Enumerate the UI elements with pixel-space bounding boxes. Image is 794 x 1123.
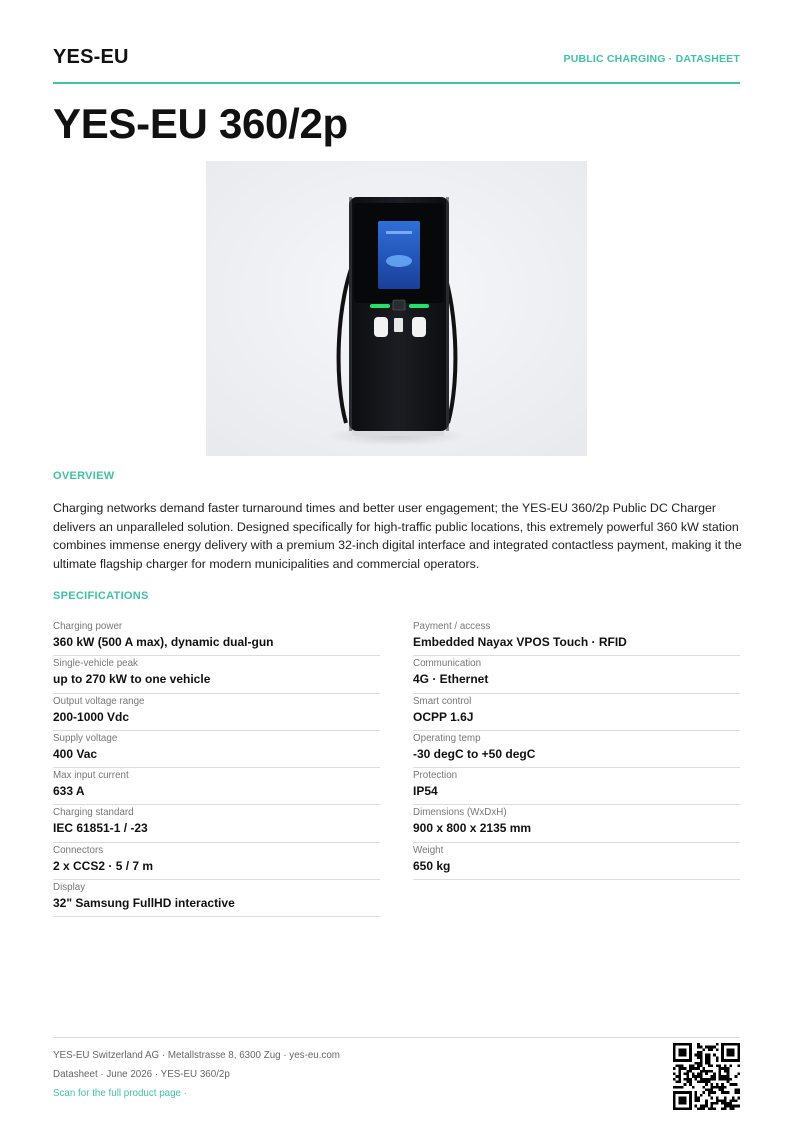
spec-row bbox=[53, 880, 380, 917]
spec-row bbox=[413, 805, 740, 842]
spec-label: Payment / access bbox=[413, 621, 491, 632]
spec-label: Weight bbox=[413, 844, 444, 856]
spec-row bbox=[413, 619, 740, 656]
spec-value: 400 Vac bbox=[53, 746, 98, 761]
spec-value: 4G · Ethernet bbox=[413, 672, 489, 687]
spec-label: Charging power bbox=[53, 621, 123, 632]
spec-value: 200-1000 Vdc bbox=[53, 709, 130, 724]
spec-row bbox=[53, 843, 380, 880]
footer-doc-info: Datasheet · June 2026 · YES-EU 360/2p bbox=[53, 1069, 230, 1080]
spec-label: Protection bbox=[413, 770, 458, 782]
spec-label: Single-vehicle peak bbox=[53, 658, 138, 670]
page-footer bbox=[53, 1037, 740, 1117]
spec-value: IP54 bbox=[413, 784, 438, 799]
overview-heading: OVERVIEW bbox=[53, 470, 115, 482]
specifications-heading: SPECIFICATIONS bbox=[53, 590, 149, 602]
spec-row bbox=[413, 843, 740, 880]
charger-product-photo bbox=[206, 161, 587, 456]
spec-value: Embedded Nayax VPOS Touch · RFID bbox=[413, 635, 627, 649]
spec-label: Charging standard bbox=[53, 807, 134, 819]
spec-column-right bbox=[413, 619, 740, 880]
qr-code-icon[interactable] bbox=[673, 1043, 740, 1110]
spec-row bbox=[53, 694, 380, 731]
footer-address: YES-EU Switzerland AG · Metallstrasse 8, 6300 Zug · yes-eu.com bbox=[53, 1050, 340, 1061]
overview-text: Charging networks demand faster turnaround times and better user engagement; the YES-EU 360/2p Public DC Charger delivers an unparalleled solution. Designed specifically for high-traffic public locations, this extremely powerful 360 kW station combines immense energy delivery with a premium 32-inch digital interface and integrated contactless payment, making it the ultimate flagship charger for modern municipalities and commercial operators. bbox=[53, 501, 742, 571]
spec-value: -30 degC to +50 degC bbox=[413, 746, 536, 761]
spec-column-left bbox=[53, 619, 380, 917]
brand-name: YES-EU bbox=[53, 46, 129, 68]
spec-row bbox=[413, 731, 740, 768]
spec-value: 900 x 800 x 2135 mm bbox=[413, 821, 532, 836]
spec-value: IEC 61851-1 / -23 bbox=[53, 821, 148, 836]
spec-row bbox=[53, 619, 380, 656]
spec-value: 650 kg bbox=[413, 858, 451, 873]
spec-row bbox=[413, 656, 740, 693]
spec-value: 633 A bbox=[53, 784, 85, 799]
spec-row bbox=[413, 768, 740, 805]
spec-label: Communication bbox=[413, 658, 482, 670]
spec-row bbox=[413, 694, 740, 731]
spec-label: Output voltage range bbox=[53, 695, 145, 707]
spec-value: 32" Samsung FullHD interactive bbox=[53, 896, 235, 911]
header-tag: PUBLIC CHARGING · DATASHEET bbox=[563, 53, 740, 65]
spec-row bbox=[53, 805, 380, 842]
page-header bbox=[53, 44, 740, 84]
spec-value: 2 x CCS2 · 5 / 7 m bbox=[53, 858, 154, 873]
spec-value: up to 270 kW to one vehicle bbox=[53, 672, 211, 687]
spec-row bbox=[53, 768, 380, 805]
spec-label: Dimensions (WxDxH) bbox=[413, 807, 507, 819]
spec-row bbox=[53, 656, 380, 693]
spec-label: Smart control bbox=[413, 695, 472, 707]
spec-row bbox=[53, 731, 380, 768]
page-title: YES-EU 360/2p bbox=[53, 100, 348, 147]
spec-value: OCPP 1.6J bbox=[413, 709, 474, 724]
spec-label: Connectors bbox=[53, 844, 104, 856]
spec-label: Supply voltage bbox=[53, 732, 118, 744]
spec-label: Max input current bbox=[53, 770, 129, 782]
footer-scan-link[interactable]: Scan for the full product page · bbox=[53, 1088, 187, 1099]
spec-label: Operating temp bbox=[413, 732, 481, 744]
spec-value: 360 kW (500 A max), dynamic dual-gun bbox=[53, 635, 274, 649]
spec-label: Display bbox=[53, 882, 86, 894]
